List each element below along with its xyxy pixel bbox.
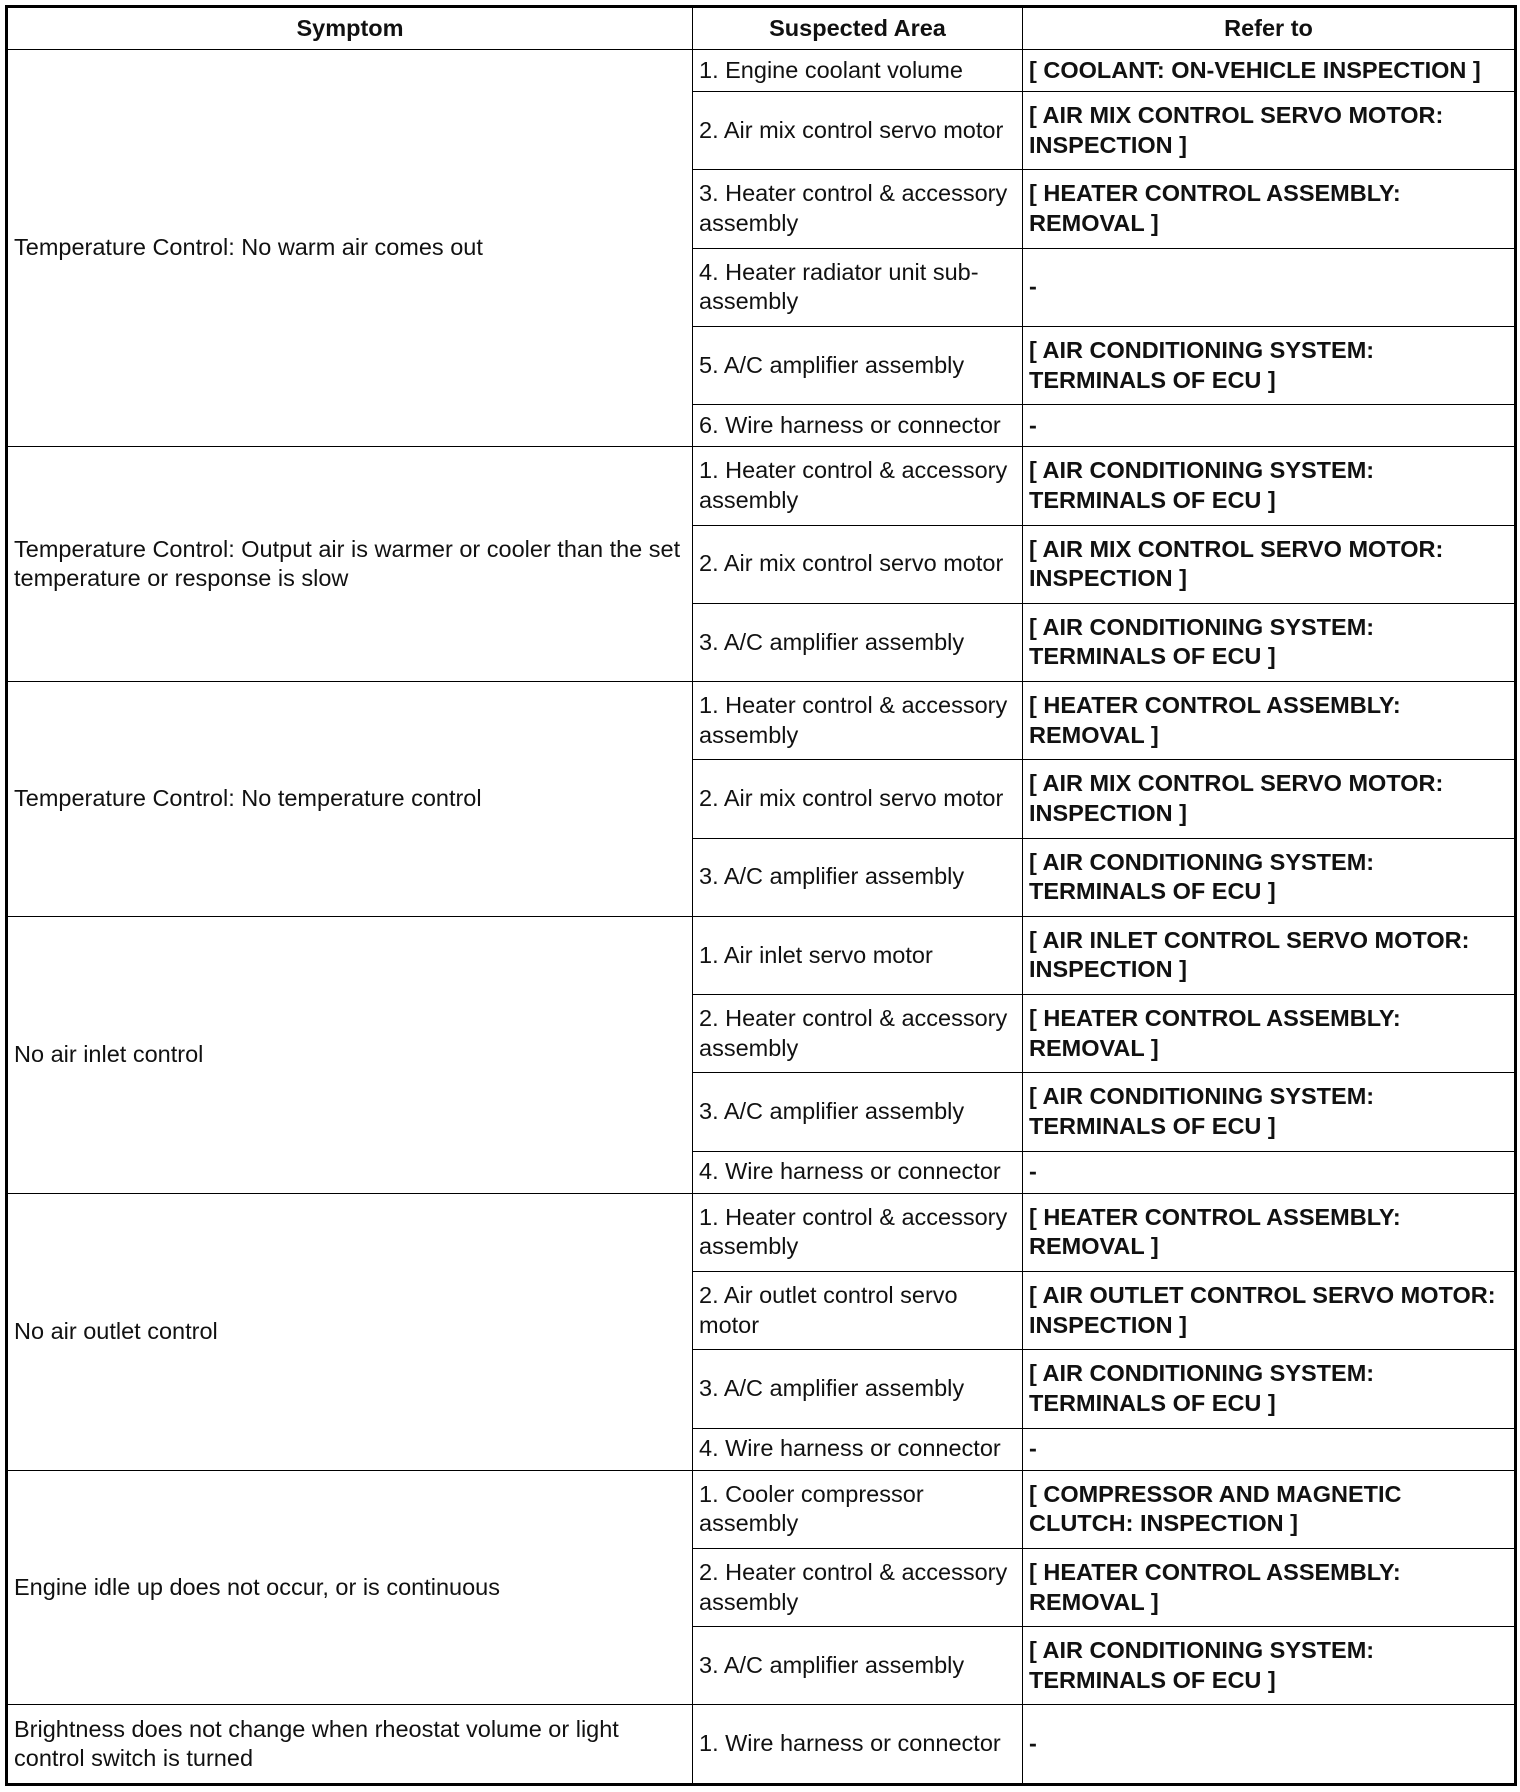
suspected-area-cell: 3. A/C amplifier assembly (693, 603, 1023, 681)
symptom-cell: Brightness does not change when rheostat volume or light control switch is turned (7, 1705, 693, 1785)
refer-to-cell: [ AIR CONDITIONING SYSTEM: TERMINALS OF ECU ] (1023, 1627, 1516, 1705)
header-row (7, 7, 1516, 50)
refer-to-cell: [ AIR CONDITIONING SYSTEM: TERMINALS OF ECU ] (1023, 1073, 1516, 1151)
refer-to-cell: [ HEATER CONTROL ASSEMBLY: REMOVAL ] (1023, 1193, 1516, 1271)
table-row (7, 50, 1516, 92)
refer-to-cell: - (1023, 405, 1516, 447)
refer-to-cell: [ AIR CONDITIONING SYSTEM: TERMINALS OF ECU ] (1023, 838, 1516, 916)
symptom-cell: No air outlet control (7, 1193, 693, 1470)
refer-to-cell: [ AIR INLET CONTROL SERVO MOTOR: INSPECTION ] (1023, 916, 1516, 994)
suspected-area-cell: 6. Wire harness or connector (693, 405, 1023, 447)
header-symptom: Symptom (7, 7, 693, 50)
header-suspected-area: Suspected Area (693, 7, 1023, 50)
suspected-area-cell: 1. Heater control & accessory assembly (693, 682, 1023, 760)
refer-to-cell: [ AIR CONDITIONING SYSTEM: TERMINALS OF ECU ] (1023, 326, 1516, 404)
refer-to-cell: [ COMPRESSOR AND MAGNETIC CLUTCH: INSPECTION ] (1023, 1470, 1516, 1548)
table-row (7, 447, 1516, 525)
suspected-area-cell: 2. Air mix control servo motor (693, 525, 1023, 603)
suspected-area-cell: 2. Heater control & accessory assembly (693, 1548, 1023, 1626)
refer-to-cell: [ AIR CONDITIONING SYSTEM: TERMINALS OF ECU ] (1023, 447, 1516, 525)
refer-to-cell: [ AIR OUTLET CONTROL SERVO MOTOR: INSPECTION ] (1023, 1272, 1516, 1350)
table-body (7, 50, 1516, 1785)
header-refer-to: Refer to (1023, 7, 1516, 50)
symptom-cell: Engine idle up does not occur, or is continuous (7, 1470, 693, 1705)
suspected-area-cell: 3. A/C amplifier assembly (693, 838, 1023, 916)
refer-to-cell: [ COOLANT: ON-VEHICLE INSPECTION ] (1023, 50, 1516, 92)
table-row (7, 1705, 1516, 1785)
suspected-area-cell: 2. Air mix control servo motor (693, 760, 1023, 838)
suspected-area-cell: 2. Air outlet control servo motor (693, 1272, 1023, 1350)
refer-to-cell: [ HEATER CONTROL ASSEMBLY: REMOVAL ] (1023, 1548, 1516, 1626)
refer-to-cell: [ AIR CONDITIONING SYSTEM: TERMINALS OF ECU ] (1023, 603, 1516, 681)
table-row (7, 916, 1516, 994)
refer-to-cell: [ AIR CONDITIONING SYSTEM: TERMINALS OF ECU ] (1023, 1350, 1516, 1428)
refer-to-cell: - (1023, 1705, 1516, 1785)
suspected-area-cell: 1. Wire harness or connector (693, 1705, 1023, 1785)
table-row (7, 682, 1516, 760)
refer-to-cell: [ AIR MIX CONTROL SERVO MOTOR: INSPECTION ] (1023, 760, 1516, 838)
refer-to-cell: - (1023, 1151, 1516, 1193)
suspected-area-cell: 3. A/C amplifier assembly (693, 1073, 1023, 1151)
suspected-area-cell: 3. A/C amplifier assembly (693, 1627, 1023, 1705)
troubleshooting-table (5, 5, 1517, 1786)
symptom-cell: Temperature Control: Output air is warmer or cooler than the set temperature or response is slow (7, 447, 693, 682)
symptom-cell: Temperature Control: No warm air comes out (7, 50, 693, 447)
suspected-area-cell: 2. Heater control & accessory assembly (693, 995, 1023, 1073)
suspected-area-cell: 4. Wire harness or connector (693, 1151, 1023, 1193)
symptom-cell: Temperature Control: No temperature control (7, 682, 693, 917)
suspected-area-cell: 1. Engine coolant volume (693, 50, 1023, 92)
suspected-area-cell: 1. Heater control & accessory assembly (693, 1193, 1023, 1271)
suspected-area-cell: 1. Cooler compressor assembly (693, 1470, 1023, 1548)
table-row (7, 1193, 1516, 1271)
refer-to-cell: [ HEATER CONTROL ASSEMBLY: REMOVAL ] (1023, 995, 1516, 1073)
suspected-area-cell: 2. Air mix control servo motor (693, 92, 1023, 170)
refer-to-cell: [ HEATER CONTROL ASSEMBLY: REMOVAL ] (1023, 170, 1516, 248)
refer-to-cell: [ HEATER CONTROL ASSEMBLY: REMOVAL ] (1023, 682, 1516, 760)
refer-to-cell: - (1023, 248, 1516, 326)
suspected-area-cell: 4. Wire harness or connector (693, 1428, 1023, 1470)
suspected-area-cell: 1. Heater control & accessory assembly (693, 447, 1023, 525)
symptom-cell: No air inlet control (7, 916, 693, 1193)
suspected-area-cell: 5. A/C amplifier assembly (693, 326, 1023, 404)
suspected-area-cell: 3. Heater control & accessory assembly (693, 170, 1023, 248)
suspected-area-cell: 4. Heater radiator unit sub-assembly (693, 248, 1023, 326)
refer-to-cell: [ AIR MIX CONTROL SERVO MOTOR: INSPECTION ] (1023, 92, 1516, 170)
refer-to-cell: [ AIR MIX CONTROL SERVO MOTOR: INSPECTION ] (1023, 525, 1516, 603)
suspected-area-cell: 1. Air inlet servo motor (693, 916, 1023, 994)
table-row (7, 1470, 1516, 1548)
refer-to-cell: - (1023, 1428, 1516, 1470)
suspected-area-cell: 3. A/C amplifier assembly (693, 1350, 1023, 1428)
